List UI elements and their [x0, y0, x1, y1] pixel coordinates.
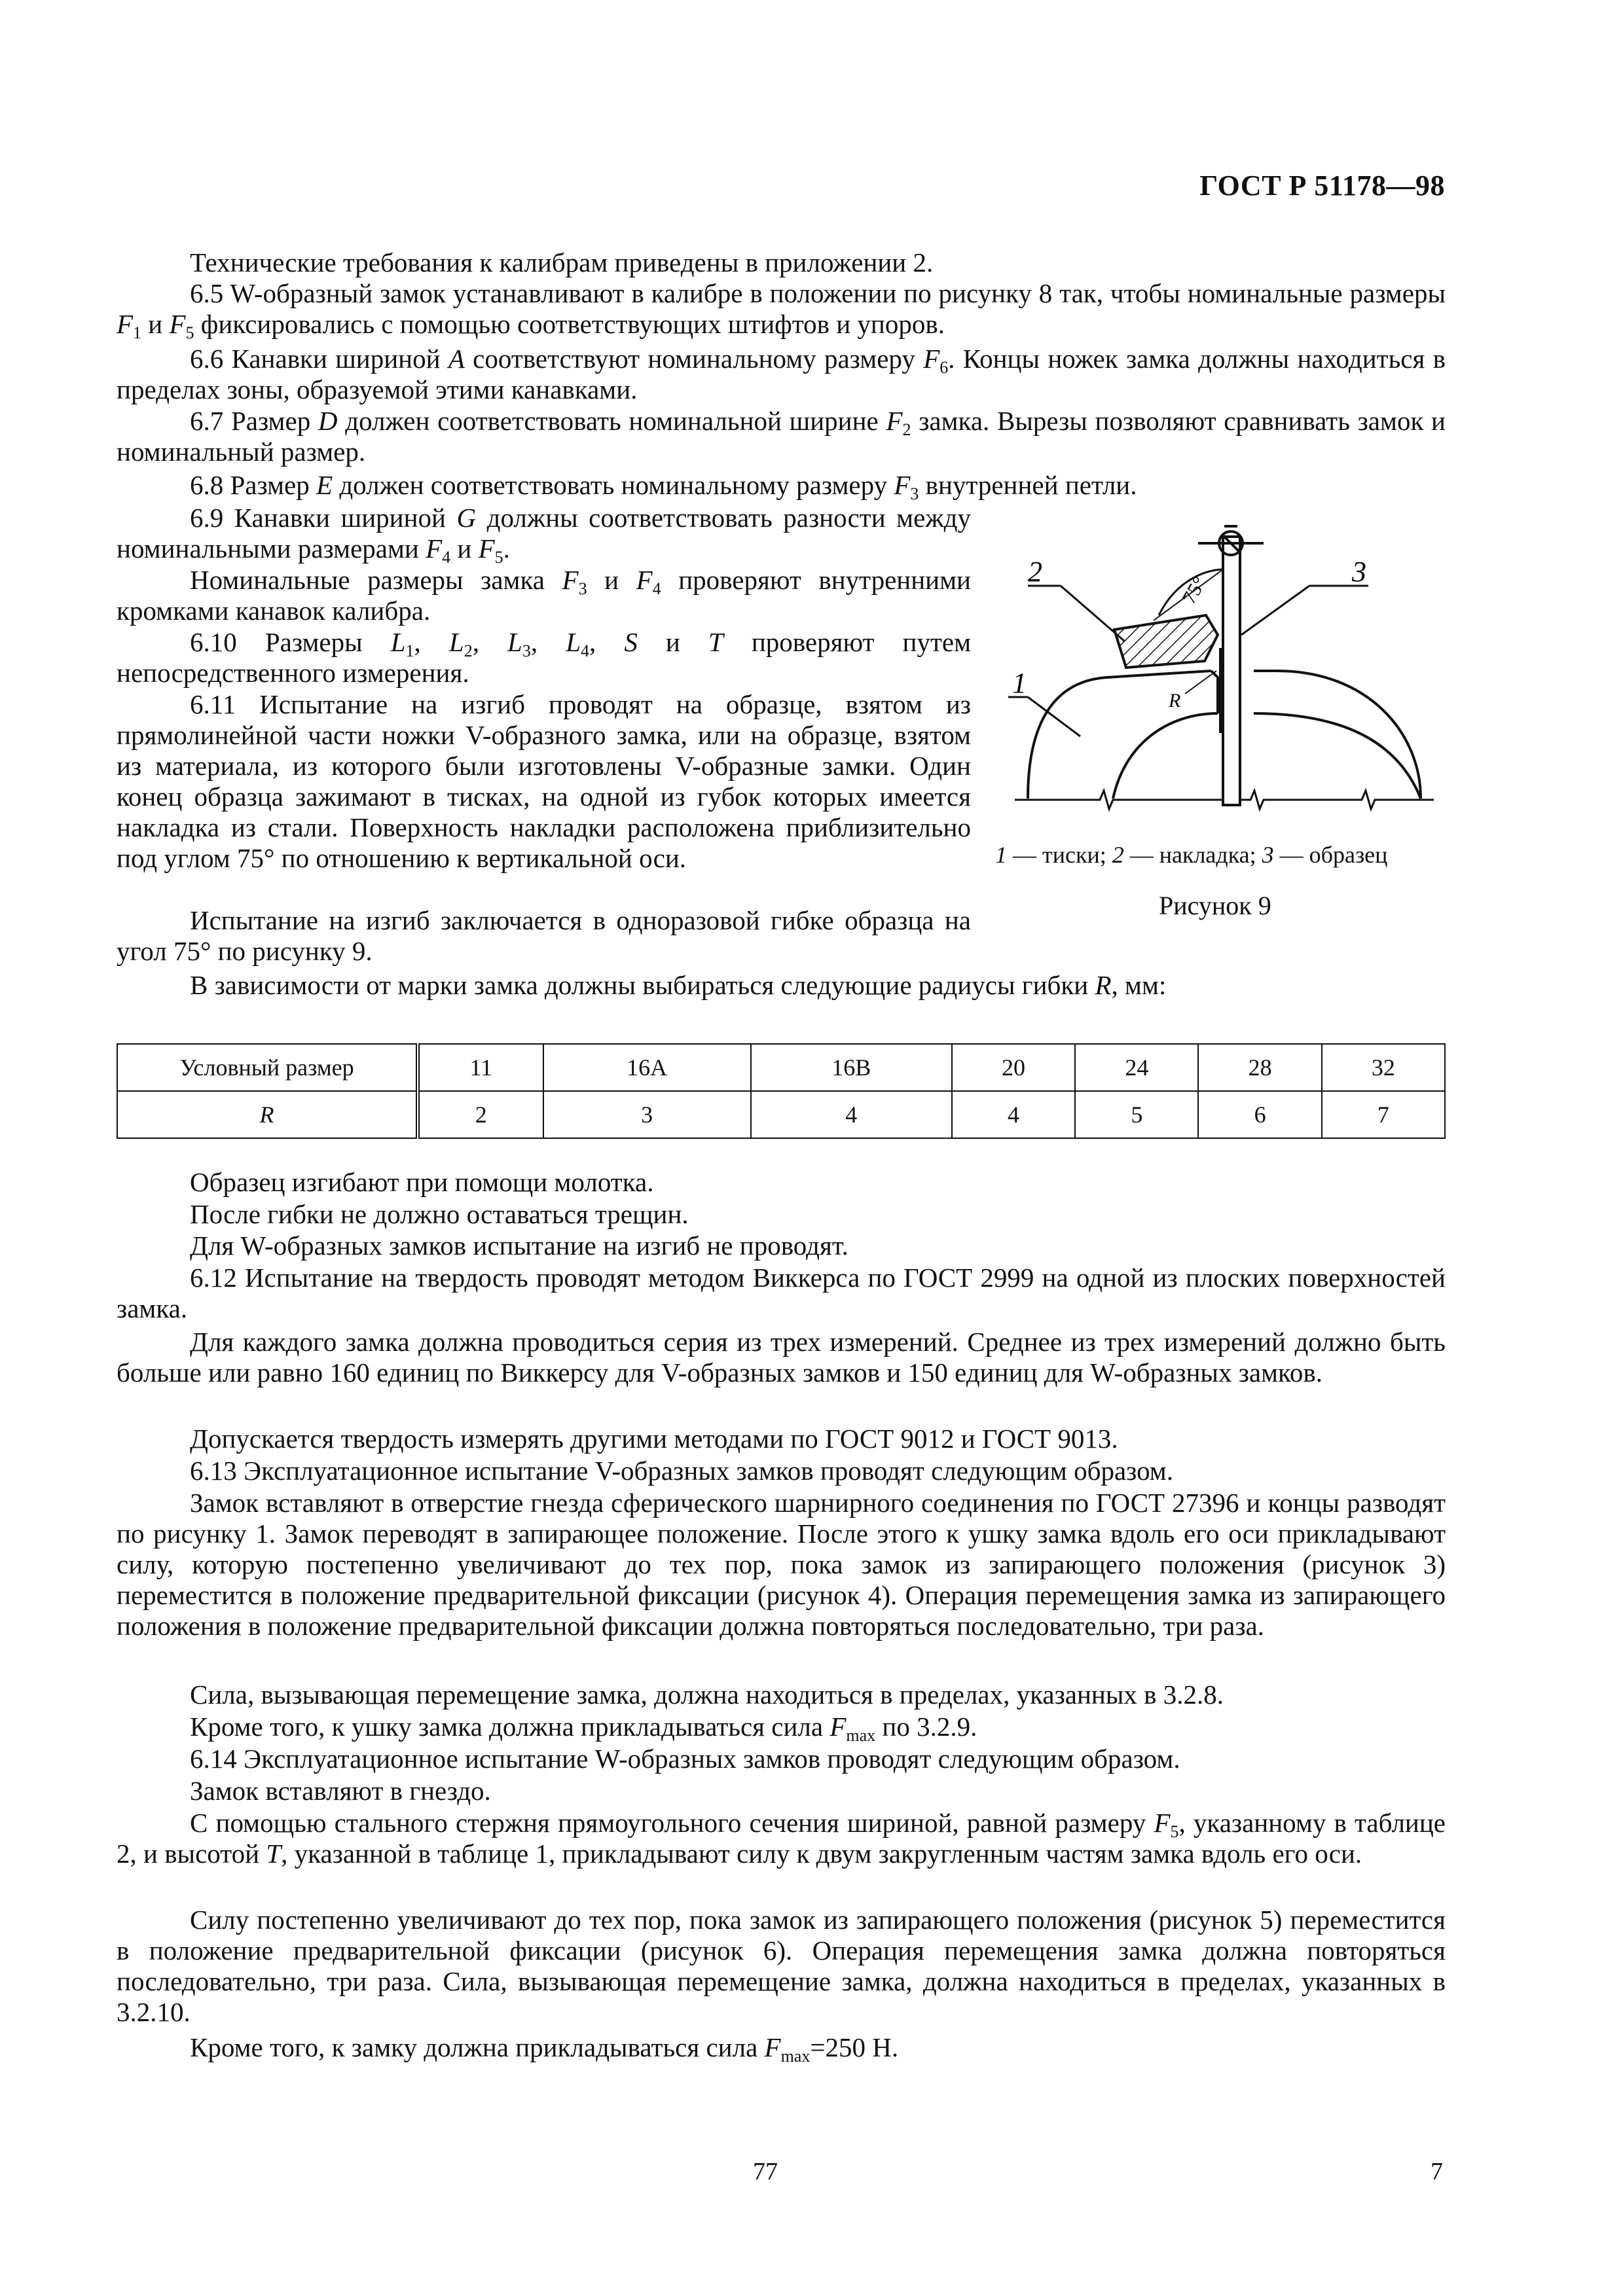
table-cell: 4 [952, 1091, 1075, 1138]
paragraph: Технические требования к калибрам приведены в приложении 2. [190, 247, 934, 278]
table-cell: 5 [1075, 1091, 1198, 1138]
paragraph: С помощью стального стержня прямоугольного сечения шириной, равной размеру $F_5$, указанному в таблице 2, и высотой T, указанной в таблице 1, прикладывают силу к двум закругленным частям замка вдоль его оси. [117, 1808, 1446, 1869]
paragraph: Для W-образных замков испытание на изгиб не проводят. [190, 1230, 848, 1261]
figure-angle-label: 75° [1178, 573, 1211, 608]
bend-radius-table [117, 1043, 1446, 1139]
pad-shape [1114, 615, 1218, 668]
paragraph-6-7: 6.7 Размер D должен соответствовать номинальной ширине $F_2$ замка. Вырезы позволяют сравнивать замок и номинальный размер. [117, 406, 1446, 467]
table-cell: 6 [1198, 1091, 1321, 1138]
figure-9-drawing [1002, 517, 1447, 831]
paragraph-6-14: 6.14 Эксплуатационное испытание W-образных замков проводят следующим образом. [190, 1744, 1180, 1774]
figure-label-2: 2 [1028, 556, 1042, 588]
paragraph-6-9: 6.9 Канавки шириной G должны соответствовать разности между номинальными размерами $F_4$ и $F_5$. [117, 503, 972, 567]
table-cell: 28 [1198, 1044, 1321, 1091]
paragraph-bend-test: Испытание на изгиб заключается в одноразовой гибке образца на угол 75° по рисунку 9. [117, 905, 971, 966]
paragraph: Замок вставляют в гнездо. [190, 1776, 491, 1806]
page-number-center: 77 [753, 2158, 778, 2185]
paragraph-6-13: 6.13 Эксплуатационное испытание V-образных замков проводят следующим образом. [190, 1456, 1174, 1486]
table-row-label: R [117, 1091, 418, 1138]
table-cell: 16A [543, 1044, 751, 1091]
table-row [117, 1091, 1445, 1138]
paragraph-6-11: 6.11 Испытание на изгиб проводят на образце, взятом из прямолинейной части ножки V-образного замка, или на образце, взятом из материала, из которого были изготовлены V-образные замки. Один конец образца зажимают в тисках, на одной из губок которых имеется накладка из стали. Поверхность накладки расположена приблизительно под углом 75° по отношению к вертикальной оси. [117, 689, 971, 873]
page-number-right: 7 [1431, 2158, 1443, 2185]
paragraph: Сила, вызывающая перемещение замка, должна находиться в пределах, указанных в 3.2.8. [190, 1679, 1224, 1710]
paragraph: После гибки не должно оставаться трещин. [190, 1199, 689, 1229]
table-cell: 16B [751, 1044, 952, 1091]
figure-radius-label: R [1169, 690, 1181, 711]
table-cell: 20 [952, 1044, 1075, 1091]
figure-legend: 1 — тиски; 2 — накладка; 3 — образец [995, 842, 1388, 868]
paragraph: Силу постепенно увеличивают до тех пор, пока замок из запирающего положения (рисунок 5) переместится в положение предварительной фиксации (рисунок 6). Операция перемещения замка должна повторяться последовательно, три раза. Сила, вызывающая перемещение замка, должна находиться в пределах, указанных в 3.2.10. [117, 1905, 1446, 2027]
table-cell: 24 [1075, 1044, 1198, 1091]
paragraph-radii-intro: В зависимости от марки замка должны выбираться следующие радиусы гибки R, мм: [190, 970, 1167, 1000]
paragraph-6-10: 6.10 Размеры $L_1$, $L_2$, $L_3$, $L_4$, S и T проверяют путем непосредственного измерения. [117, 627, 972, 688]
figure-caption: Рисунок 9 [1159, 891, 1271, 920]
paragraph-6-6: 6.6 Канавки шириной A соответствуют номинальному размеру $F_6$. Концы ножек замка должны находиться в пределах зоны, образуемой этими канавками. [117, 344, 1446, 404]
paragraph: Кроме того, к замку должна прикладываться сила $F_{max}=250$ Н. [190, 2032, 899, 2066]
table-cell: 7 [1322, 1091, 1445, 1138]
figure-label-3: 3 [1352, 556, 1366, 588]
table-header-label: Условный размер [117, 1044, 418, 1091]
paragraph: Замок вставляют в отверстие гнезда сферического шарнирного соединения по ГОСТ 27396 и концы разводят по рисунку 1. Замок переводят в запирающее положение. После этого к ушку замка вдоль его оси прикладывают силу, которую постепенно увеличивают до тех пор, пока замок из запирающего положения (рисунок 3) переместится в положение предварительной фиксации (рисунок 4). Операция перемещения замка из запирающего положения в положение предварительной фиксации должна повторяться последовательно, три раза. [117, 1488, 1446, 1641]
paragraph-6-12: 6.12 Испытание на твердость проводят методом Виккерса по ГОСТ 2999 на одной из плоских поверхностей замка. [117, 1263, 1446, 1323]
document-header: ГОСТ Р 51178—98 [1199, 170, 1445, 202]
specimen-shape [1223, 537, 1240, 805]
paragraph: Кроме того, к ушку замка должна прикладываться сила $F_{max}$ по 3.2.9. [190, 1712, 977, 1745]
paragraph-nominal-sizes: Номинальные размеры замка $F_3$ и $F_4$ проверяют внутренними кромками канавок калибра. [117, 565, 971, 626]
figure-9 [1002, 517, 1447, 831]
paragraph-6-5: 6.5 W-образный замок устанавливают в калибре в положении по рисунку 8 так, чтобы номинальные размеры $F_1$ и $F_5$ фиксировались с помощью соответствующих штифтов и упоров. [117, 278, 1446, 342]
table-cell: 4 [751, 1091, 952, 1138]
table-cell: 2 [418, 1091, 543, 1138]
table-cell: 11 [418, 1044, 543, 1091]
figure-label-1: 1 [1012, 667, 1027, 699]
table-cell: 32 [1322, 1044, 1445, 1091]
paragraph: Для каждого замка должна проводиться серия из трех измерений. Среднее из трех измерений должно быть больше или равно 160 единиц по Виккерсу для V-образных замков и 150 единиц для W-образных замков. [117, 1327, 1446, 1388]
paragraph-6-8: 6.8 Размер E должен соответствовать номинальному размеру $F_3$ внутренней петли. [190, 470, 1137, 503]
paragraph: Образец изгибают при помощи молотка. [190, 1167, 654, 1197]
paragraph: Допускается твердость измерять другими методами по ГОСТ 9012 и ГОСТ 9013. [190, 1424, 1118, 1454]
table-cell: 3 [543, 1091, 751, 1138]
table-row [117, 1044, 1445, 1091]
